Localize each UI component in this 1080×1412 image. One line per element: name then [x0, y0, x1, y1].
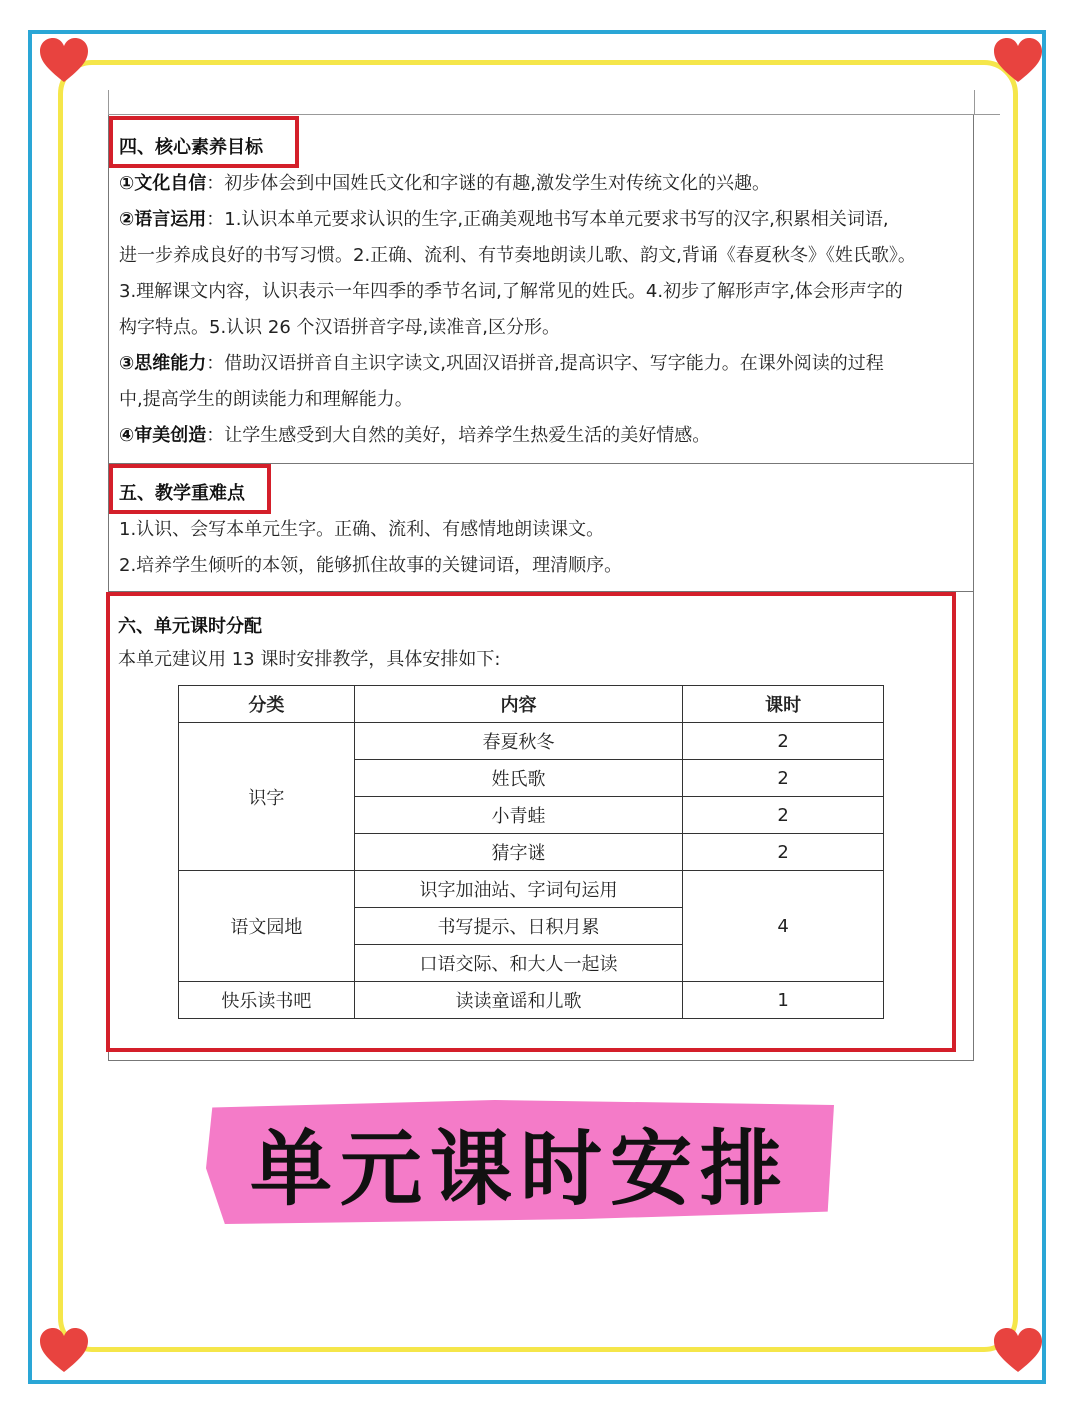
table-header-row [179, 686, 884, 723]
goal-line: ①文化自信：初步体会到中国姓氏文化和字谜的有趣,激发学生对传统文化的兴趣。 [119, 173, 770, 194]
content-cell: 小青蛙 [354, 797, 683, 834]
goal-line: ④审美创造：让学生感受到大自然的美好，培养学生热爱生活的美好情感。 [119, 425, 711, 446]
content-cell: 识字加油站、字词句运用 [354, 871, 683, 908]
goal-line: ③思维能力：借助汉语拼音自主识字读文,巩固汉语拼音,提高识字、写字能力。在课外阅读的过程 [119, 353, 884, 374]
content-cell: 口语交际、和大人一起读 [354, 945, 683, 982]
content-cell: 书写提示、日积月累 [354, 908, 683, 945]
hours-cell: 2 [683, 797, 884, 834]
section-heading: 六、单元课时分配 [118, 616, 262, 637]
page-corner-mark [974, 90, 975, 115]
schedule-intro: 本单元建议用 13 课时安排教学，具体安排如下: [118, 649, 501, 670]
section-key-difficulties [109, 464, 973, 592]
table-row [179, 871, 884, 908]
column-header: 内容 [354, 686, 683, 723]
column-header: 分类 [179, 686, 355, 723]
hours-cell: 2 [683, 723, 884, 760]
section-heading: 五、教学重难点 [119, 483, 245, 504]
table-row [179, 982, 884, 1019]
difficulty-line: 1.认识、会写本单元生字。正确、流利、有感情地朗读课文。 [119, 519, 605, 540]
heart-icon [40, 38, 88, 84]
heart-icon [40, 1328, 88, 1374]
section-core-literacy-goals [109, 115, 973, 464]
goal-line: 进一步养成良好的书写习惯。2.正确、流利、有节奏地朗读儿歌、韵文,背诵《春夏秋冬》《姓氏歌》。 [119, 245, 916, 266]
difficulty-line: 2.培养学生倾听的本领，能够抓住故事的关键词语，理清顺序。 [119, 555, 623, 576]
category-cell: 快乐读书吧 [179, 982, 355, 1019]
goal-line: ②语言运用：1.认识本单元要求认识的生字,正确美观地书写本单元要求书写的汉字,积累相关词语, [119, 209, 889, 230]
content-cell: 姓氏歌 [354, 760, 683, 797]
schedule-table [178, 685, 884, 1019]
category-cell: 语文园地 [179, 871, 355, 982]
content-cell: 猜字谜 [354, 834, 683, 871]
heart-icon [994, 1328, 1042, 1374]
goal-line: 构字特点。5.认识 26 个汉语拼音字母,读准音,区分形。 [119, 317, 560, 338]
column-header: 课时 [683, 686, 884, 723]
table-row [179, 723, 884, 760]
content-cell: 读读童谣和儿歌 [354, 982, 683, 1019]
section-heading: 四、核心素养目标 [119, 137, 263, 158]
hours-cell: 2 [683, 760, 884, 797]
heart-icon [994, 38, 1042, 84]
goal-line: 3.理解课文内容，认识表示一年四季的季节名词,了解常见的姓氏。4.初步了解形声字,体会形声字的 [119, 281, 903, 302]
goal-line: 中,提高学生的朗读能力和理解能力。 [119, 389, 413, 410]
hours-cell: 1 [683, 982, 884, 1019]
hours-cell: 4 [683, 871, 884, 982]
content-cell: 春夏秋冬 [354, 723, 683, 760]
category-cell: 识字 [179, 723, 355, 871]
title-banner: 单元课时安排 [249, 1121, 790, 1217]
page-corner-mark [108, 90, 109, 115]
hours-cell: 2 [683, 834, 884, 871]
